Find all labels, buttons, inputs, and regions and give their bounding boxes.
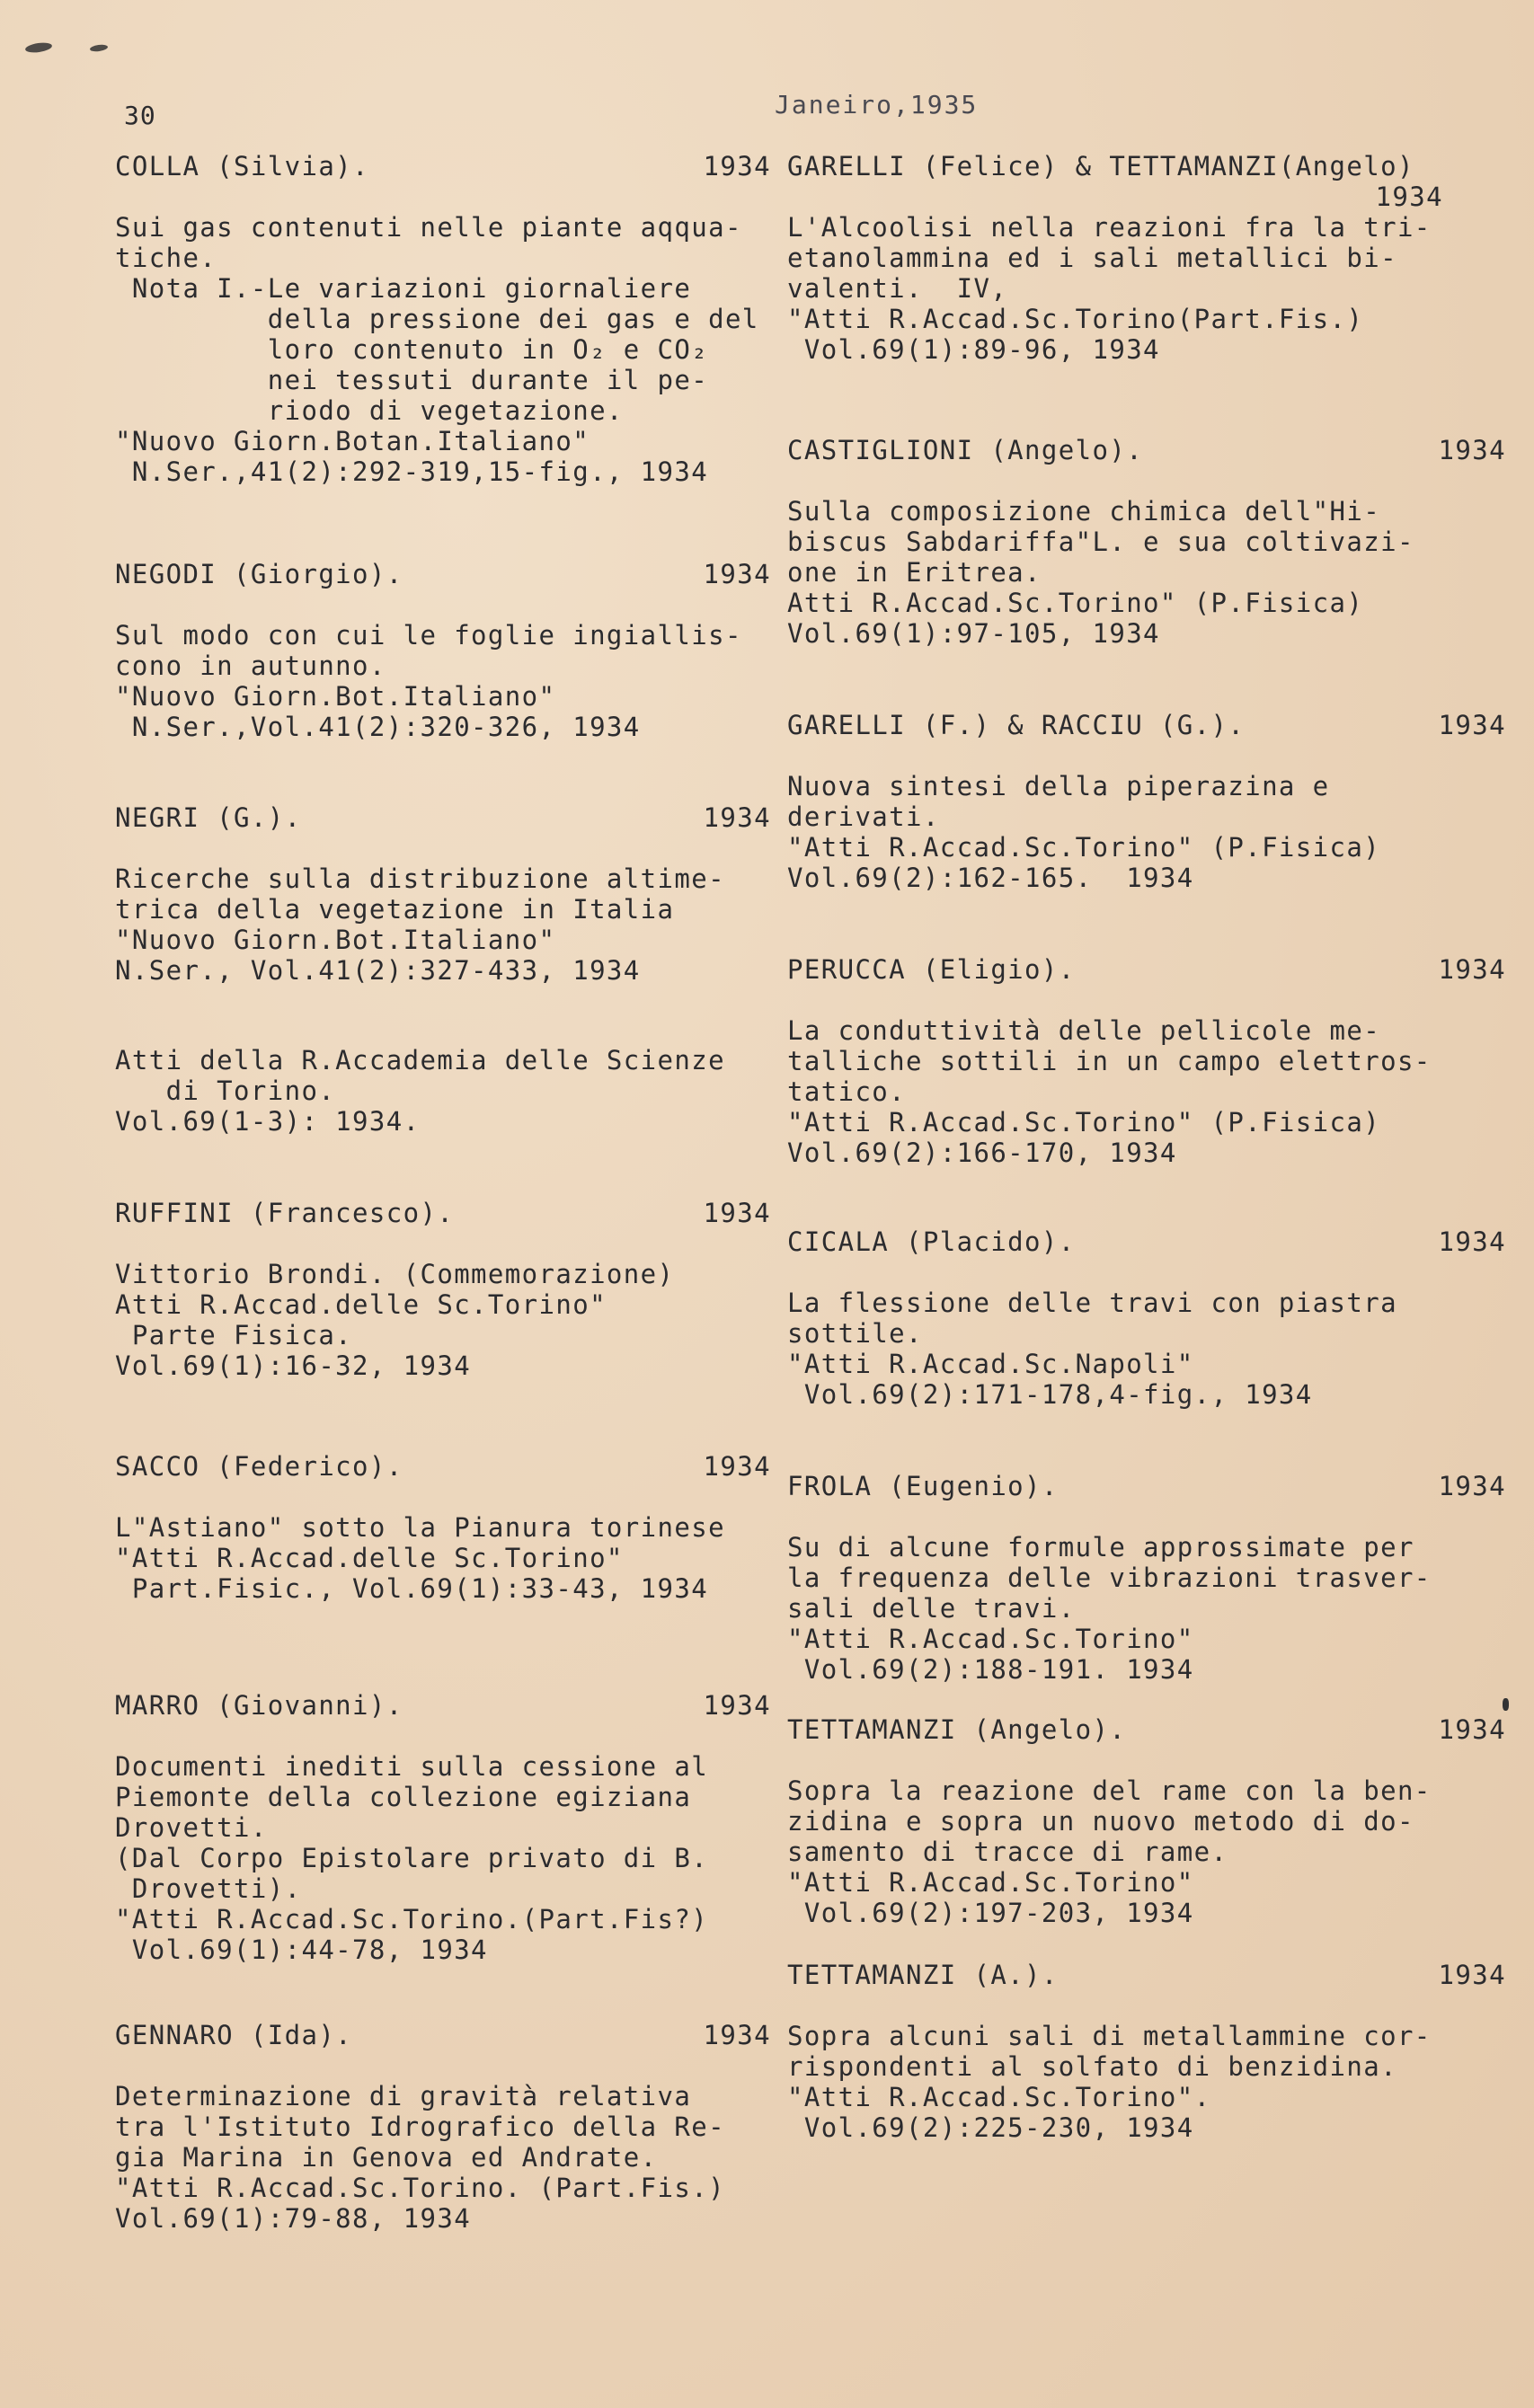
bibliography-entry [787, 435, 1506, 649]
bibliography-entry [787, 1471, 1506, 1685]
bibliography-entry [115, 1045, 771, 1137]
entry-author: CICALA (Placido). [787, 1226, 1076, 1257]
entry-line: Vol.69(2):162-165. 1934 [787, 863, 1194, 893]
entry-line: Vol.69(1):79-88, 1934 [115, 2203, 472, 2234]
entry-line: L'Alcoolisi nella reazioni fra la tri- [787, 212, 1432, 243]
entry-line: N.Ser.,Vol.41(2):320-326, 1934 [115, 712, 641, 742]
entry-line: Vol.69(2):166-170, 1934 [787, 1138, 1177, 1168]
entry-line: Vol.69(1):97-105, 1934 [787, 618, 1160, 649]
entry-line: sottile. [787, 1318, 923, 1349]
entry-line: one in Eritrea. [787, 557, 1042, 588]
entry-line: Part.Fisic., Vol.69(1):33-43, 1934 [115, 1573, 709, 1604]
bibliography-entry [115, 1198, 771, 1381]
entry-heading [115, 2020, 771, 2050]
entry-line: "Atti R.Accad.Sc.Torino" [787, 1624, 1194, 1654]
entry-year: 1934 [703, 559, 771, 589]
bibliography-entry [787, 151, 1506, 365]
entry-line: Sulla composizione chimica dell"Hi- [787, 496, 1381, 527]
entry-line: Sul modo con cui le foglie ingiallis- [115, 620, 742, 651]
entry-author: TETTAMANZI (A.). [787, 1960, 1059, 1990]
bibliography-entry [115, 1690, 771, 1965]
ink-blot [24, 41, 52, 54]
entry-line: Su di alcune formule approssimate per [787, 1532, 1414, 1563]
entry-author: PERUCCA (Eligio). [787, 954, 1076, 985]
entry-line: La conduttività delle pellicole me- [787, 1015, 1381, 1046]
entry-author: NEGODI (Giorgio). [115, 559, 403, 589]
entry-year: 1934 [703, 1451, 771, 1482]
entry-line: "Atti R.Accad.Sc.Torino" (P.Fisica) [787, 832, 1381, 863]
bibliography-entry [115, 802, 771, 986]
entry-line: riodo di vegetazione. [115, 395, 624, 426]
entry-line: gia Marina in Genova ed Andrate. [115, 2142, 658, 2173]
entry-line: Vol.69(1):44-78, 1934 [115, 1934, 488, 1965]
bibliography-entry [115, 151, 771, 487]
entry-line: La flessione delle travi con piastra [787, 1288, 1397, 1318]
entry-line: Parte Fisica. [115, 1320, 353, 1350]
entry-heading [787, 1960, 1506, 1990]
entry-line: samento di tracce di rame. [787, 1837, 1228, 1867]
entry-author: TETTAMANZI (Angelo). [787, 1714, 1127, 1745]
entry-line: talliche sottili in un campo elettros- [787, 1046, 1432, 1076]
entry-line: rispondenti al solfato di benzidina. [787, 2051, 1397, 2082]
entry-author: GARELLI (F.) & RACCIU (G.). [787, 710, 1246, 740]
entry-line: "Nuovo Giorn.Botan.Italiano" [115, 426, 590, 456]
entry-line: cono in autunno. [115, 651, 386, 681]
entry-line: Vittorio Brondi. (Commemorazione) [115, 1259, 675, 1289]
entry-heading [115, 1690, 771, 1721]
entry-line: nei tessuti durante il pe- [115, 365, 709, 395]
entry-year: 1934 [1438, 1714, 1506, 1745]
bibliography-entry [787, 710, 1506, 893]
entry-year: 1934 [1438, 954, 1506, 985]
entry-line: Vol.69(1-3): 1934. [115, 1106, 421, 1137]
entry-line: "Atti R.Accad.Sc.Torino. (Part.Fis.) [115, 2173, 725, 2203]
entry-heading [787, 1714, 1506, 1745]
entry-line: loro contenuto in O₂ e CO₂ [115, 334, 709, 365]
entry-year: 1934 [1438, 1226, 1506, 1257]
entry-year: 1934 [703, 2020, 771, 2050]
entry-line: zidina e sopra un nuovo metodo di do- [787, 1806, 1414, 1837]
entry-author: RUFFINI (Francesco). [115, 1198, 455, 1228]
bibliography-entry [787, 1226, 1506, 1410]
entry-line: Piemonte della collezione egiziana [115, 1782, 692, 1812]
entry-line: N.Ser., Vol.41(2):327-433, 1934 [115, 955, 641, 986]
entry-line: Vol.69(2):188-191. 1934 [787, 1654, 1194, 1685]
entry-heading [115, 1198, 771, 1228]
bibliography-entry [787, 954, 1506, 1168]
ink-mark [1503, 1698, 1509, 1711]
entry-heading [787, 1471, 1506, 1501]
entry-line: Vol.69(1):89-96, 1934 [787, 334, 1160, 365]
bibliography-entry [787, 1714, 1506, 1928]
entry-year: 1934 [703, 151, 771, 181]
entry-line: tiche. [115, 243, 217, 273]
entry-line: "Atti R.Accad.Sc.Torino". [787, 2082, 1211, 2112]
entry-line: "Nuovo Giorn.Bot.Italiano" [115, 681, 556, 712]
entry-line: Sopra la reazione del rame con la ben- [787, 1775, 1432, 1806]
entry-author: NEGRI (G.). [115, 802, 302, 833]
bibliography-entry [115, 2020, 771, 2234]
entry-line: "Atti R.Accad.Sc.Torino" [787, 1867, 1194, 1898]
entry-author: SACCO (Federico). [115, 1451, 403, 1482]
entry-heading [115, 1451, 771, 1482]
entry-line: etanolammina ed i sali metallici bi- [787, 243, 1397, 273]
entry-line: Vol.69(2):225-230, 1934 [787, 2112, 1194, 2143]
entry-line: Vol.69(2):171-178,4-fig., 1934 [787, 1379, 1313, 1410]
entry-line: "Atti R.Accad.delle Sc.Torino" [115, 1543, 624, 1573]
entry-line: Vol.69(1):16-32, 1934 [115, 1350, 472, 1381]
entry-line: sali delle travi. [787, 1593, 1076, 1624]
entry-year: 1934 [703, 1690, 771, 1721]
entry-year: 1934 [703, 802, 771, 833]
entry-year: 1934 [1438, 710, 1506, 740]
entry-line: di Torino. [115, 1076, 336, 1106]
entry-heading [115, 802, 771, 833]
entry-heading [787, 1226, 1506, 1257]
entry-year: 1934 [1375, 181, 1443, 212]
entry-line: "Atti R.Accad.Sc.Napoli" [787, 1349, 1194, 1379]
entry-heading [115, 559, 771, 589]
entry-year: 1934 [703, 1198, 771, 1228]
entry-year: 1934 [1438, 1960, 1506, 1990]
entry-line: "Atti R.Accad.Sc.Torino.(Part.Fis?) [115, 1904, 709, 1934]
entry-line: tra l'Istituto Idrografico della Re- [115, 2111, 725, 2142]
entry-heading [787, 435, 1506, 465]
page-number: 30 [124, 101, 156, 130]
entry-author: MARRO (Giovanni). [115, 1690, 403, 1721]
entry-year: 1934 [1438, 1471, 1506, 1501]
entry-line: N.Ser.,41(2):292-319,15-fig., 1934 [115, 456, 709, 487]
entry-line: Atti R.Accad.Sc.Torino" (P.Fisica) [787, 588, 1364, 618]
entry-line: Documenti inediti sulla cessione al [115, 1751, 709, 1782]
entry-line: della pressione dei gas e del [115, 304, 759, 334]
entry-line: biscus Sabdariffa"L. e sua coltivazi- [787, 527, 1414, 557]
entry-line: Sui gas contenuti nelle piante aqqua- [115, 212, 742, 243]
entry-author: FROLA (Eugenio). [787, 1471, 1059, 1501]
entry-author: COLLA (Silvia). [115, 151, 369, 181]
entry-line: derivati. [787, 801, 940, 832]
entry-heading [787, 151, 1506, 212]
entry-line: "Nuovo Giorn.Bot.Italiano" [115, 925, 556, 955]
running-head: Janeiro,1935 [775, 90, 979, 120]
ink-blot [90, 44, 109, 53]
entry-line: la frequenza delle vibrazioni trasver- [787, 1563, 1432, 1593]
entry-line: Atti della R.Accademia delle Scienze [115, 1045, 725, 1076]
bibliography-entry [787, 1960, 1506, 2143]
bibliography-entry [115, 559, 771, 742]
entry-author: GARELLI (Felice) & TETTAMANZI(Angelo) [787, 151, 1414, 181]
entry-line: Ricerche sulla distribuzione altime- [115, 863, 725, 894]
entry-heading [787, 710, 1506, 740]
entry-line: trica della vegetazione in Italia [115, 894, 675, 925]
entry-line: Atti R.Accad.delle Sc.Torino" [115, 1289, 607, 1320]
entry-line: Sopra alcuni sali di metallammine cor- [787, 2021, 1432, 2051]
entry-line: tatico. [787, 1076, 907, 1107]
entry-line: valenti. IV, [787, 273, 1008, 304]
entry-line: Vol.69(2):197-203, 1934 [787, 1898, 1194, 1928]
bibliography-entry [115, 1451, 771, 1604]
entry-author: CASTIGLIONI (Angelo). [787, 435, 1144, 465]
entry-year: 1934 [1438, 435, 1506, 465]
entry-line: Drovetti. [115, 1812, 268, 1843]
entry-line: L"Astiano" sotto la Pianura torinese [115, 1512, 725, 1543]
entry-line: "Atti R.Accad.Sc.Torino(Part.Fis.) [787, 304, 1364, 334]
entry-line: (Dal Corpo Epistolare privato di B. [115, 1843, 709, 1873]
entry-heading [787, 954, 1506, 985]
entry-line: "Atti R.Accad.Sc.Torino" (P.Fisica) [787, 1107, 1381, 1138]
entry-line: Determinazione di gravità relativa [115, 2081, 692, 2111]
entry-line: Drovetti). [115, 1873, 302, 1904]
entry-line: Nota I.-Le variazioni giornaliere [115, 273, 692, 304]
entry-heading [115, 151, 771, 181]
entry-line: Nuova sintesi della piperazina e [787, 771, 1330, 801]
entry-author: GENNARO (Ida). [115, 2020, 353, 2050]
